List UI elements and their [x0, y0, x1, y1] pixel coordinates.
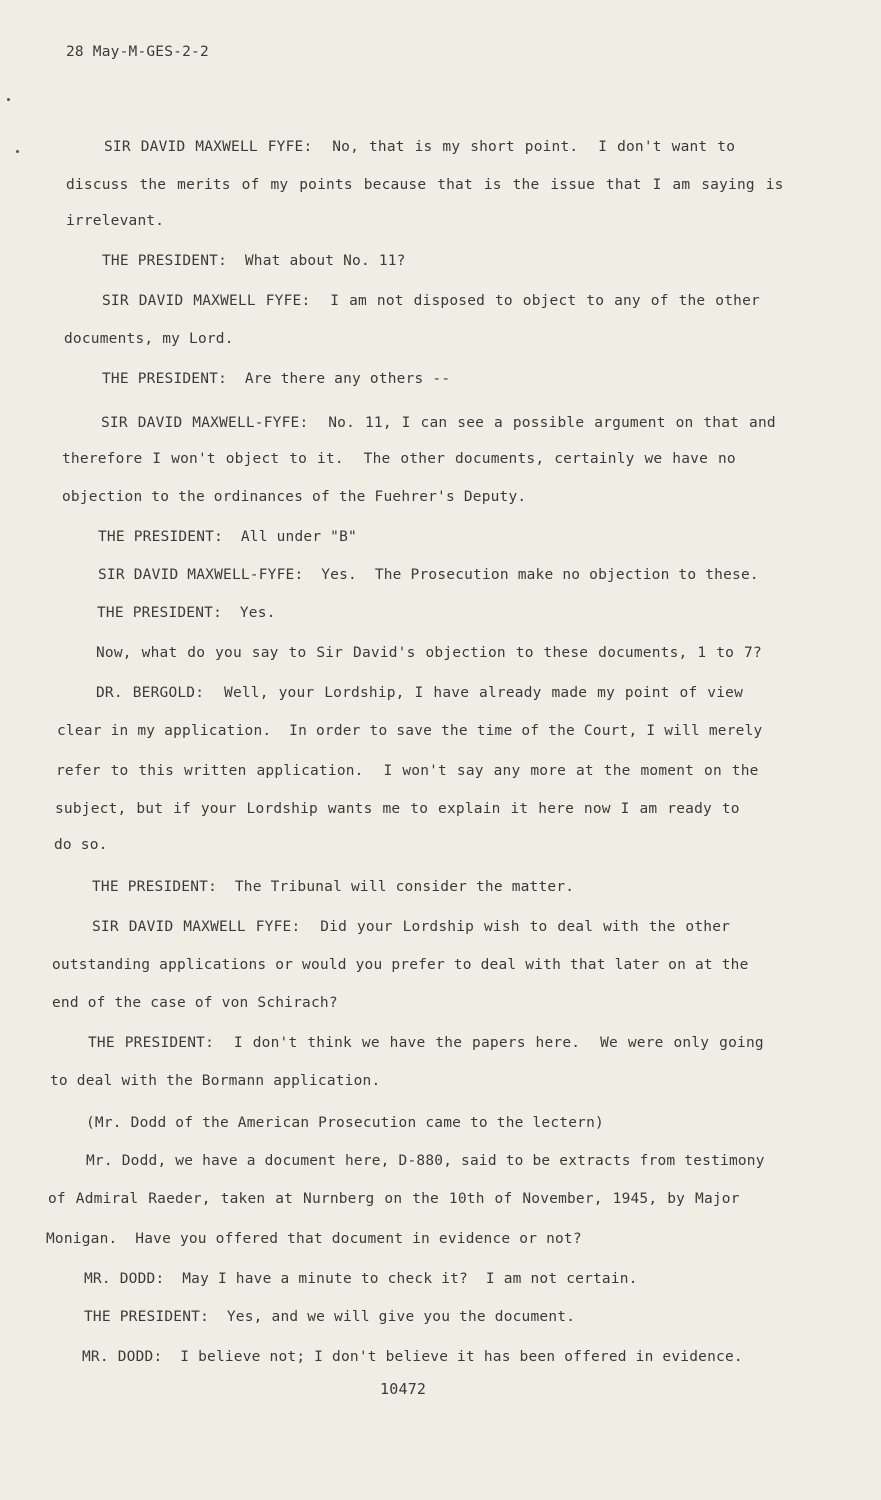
transcript-line: THE PRESIDENT: Yes. [97, 605, 276, 621]
transcript-line: Now, what do you say to Sir David's objection to these documents, 1 to 7? [96, 645, 762, 661]
document-header: 28 May-M-GES-2-2 [66, 44, 209, 60]
transcript-line: end of the case of von Schirach? [52, 995, 338, 1011]
margin-mark [7, 98, 10, 101]
transcript-line: do so. [54, 837, 108, 853]
transcript-line: SIR DAVID MAXWELL FYFE: No, that is my short point. I don't want to [104, 139, 736, 155]
page-number: 10472 [380, 1380, 427, 1398]
transcript-line: THE PRESIDENT: All under "B" [98, 529, 357, 545]
transcript-line: Monigan. Have you offered that document in evidence or not? [46, 1231, 582, 1247]
transcript-line: SIR DAVID MAXWELL FYFE: I am not disposed to object to any of the other [102, 293, 760, 309]
transcript-line: clear in my application. In order to save the time of the Court, I will merely [57, 723, 763, 739]
transcript-line: (Mr. Dodd of the American Prosecution came to the lectern) [86, 1115, 604, 1131]
transcript-line: THE PRESIDENT: What about No. 11? [102, 253, 406, 269]
transcript-line: THE PRESIDENT: Are there any others -- [102, 371, 451, 387]
transcript-line: irrelevant. [66, 213, 165, 229]
transcript-line: of Admiral Raeder, taken at Nurnberg on the 10th of November, 1945, by Major [48, 1191, 740, 1207]
transcript-line: to deal with the Bormann application. [50, 1073, 381, 1089]
transcript-line: therefore I won't object to it. The other documents, certainly we have no [62, 451, 736, 467]
transcript-line: THE PRESIDENT: Yes, and we will give you the document. [84, 1309, 576, 1325]
margin-mark [16, 150, 19, 153]
transcript-line: MR. DODD: I believe not; I don't believe it has been offered in evidence. [82, 1349, 743, 1365]
transcript-line: Mr. Dodd, we have a document here, D-880, said to be extracts from testimony [86, 1153, 765, 1169]
transcript-line: SIR DAVID MAXWELL-FYFE: Yes. The Prosecution make no objection to these. [98, 567, 759, 583]
transcript-line: SIR DAVID MAXWELL-FYFE: No. 11, I can see a possible argument on that and [101, 415, 776, 431]
transcript-line: outstanding applications or would you prefer to deal with that later on at the [52, 957, 749, 973]
transcript-line: SIR DAVID MAXWELL FYFE: Did your Lordship wish to deal with the other [92, 919, 731, 935]
transcript-line: THE PRESIDENT: I don't think we have the papers here. We were only going [88, 1035, 764, 1051]
transcript-line: THE PRESIDENT: The Tribunal will consider the matter. [92, 879, 575, 895]
transcript-line: subject, but if your Lordship wants me to explain it here now I am ready to [55, 801, 740, 817]
transcript-line: documents, my Lord. [64, 331, 234, 347]
transcript-line: discuss the merits of my points because that is the issue that I am saying is [66, 177, 784, 193]
transcript-line: objection to the ordinances of the Fuehrer's Deputy. [62, 489, 527, 505]
transcript-line: DR. BERGOLD: Well, your Lordship, I have already made my point of view [96, 685, 744, 701]
transcript-line: refer to this written application. I won't say any more at the moment on the [56, 763, 759, 779]
transcript-line: MR. DODD: May I have a minute to check it? I am not certain. [84, 1271, 638, 1287]
